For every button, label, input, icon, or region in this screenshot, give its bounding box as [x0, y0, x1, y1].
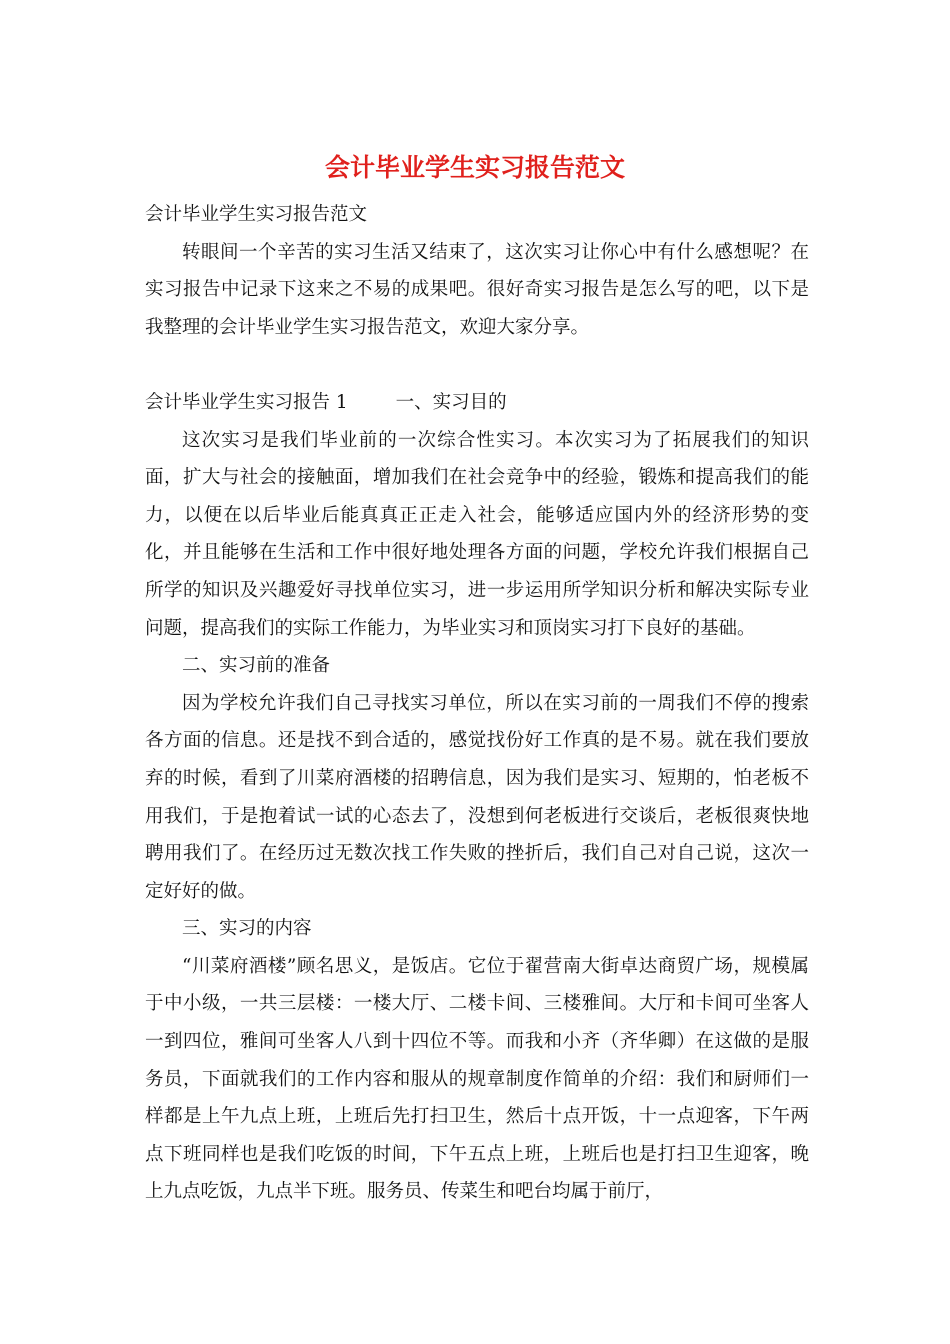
section2-paragraph: 因为学校允许我们自己寻找实习单位，所以在实习前的一周我们不停的搜索各方面的信息。还是找不到合适的，感觉找份好工作真的是不易。就在我们要放弃的时候，看到了川菜府酒楼的招聘信息，因为我们是实习、短期的，怕老板不用我们，于是抱着试一试的心态去了，没想到何老板进行交谈后，老板很爽快地聘用我们了。在经历过无数次找工作失败的挫折后，我们自己对自己说，这次一定好好的做。: [145, 692, 809, 902]
section1-paragraph: 这次实习是我们毕业前的一次综合性实习。本次实习为了拓展我们的知识面，扩大与社会的接触面，增加我们在社会竞争中的经验，锻炼和提高我们的能力，以便在以后毕业后能真真正正走入社会，能够适应国内外的经济形势的变化，并且能够在生活和工作中很好地处理各方面的问题，学校允许我们根据自己所学的知识及兴趣爱好寻找单位实习，进一步运用所学知识分析和解决实际专业问题，提高我们的实际工作能力，为毕业实习和顶岗实习打下良好的基础。: [145, 429, 809, 639]
subtitle: 会计毕业学生实习报告范文: [145, 204, 368, 225]
section2-heading: 二、实习前的准备: [182, 655, 331, 677]
section1-heading: 一、实习目的: [395, 391, 507, 413]
report-heading-row: [145, 384, 809, 422]
section3-heading: 三、实习的内容: [182, 918, 312, 940]
document-body: [145, 196, 809, 1211]
intro-paragraph: 转眼间一个辛苦的实习生活又结束了，这次实习让你心中有什么感想呢？在实习报告中记录下这来之不易的成果吧。很好奇实习报告是怎么写的吧，以下是我整理的会计毕业学生实习报告范文，欢迎大家分享。: [145, 241, 809, 338]
report-heading: 会计毕业学生实习报告 1: [145, 391, 348, 413]
paragraph-spacer: [145, 346, 809, 384]
section3-paragraph: “川菜府酒楼”顾名思义，是饭店。它位于翟营南大街卓达商贸广场，规模属于中小级，一共三层楼：一楼大厅、二楼卡间、三楼雅间。大厅和卡间可坐客人一到四位，雅间可坐客人八到十四位不等。而我和小齐（齐华卿）在这做的是服务员，下面就我们的工作内容和服从的规章制度作简单的介绍：我们和厨师们一样都是上午九点上班，上班后先打扫卫生，然后十点开饭，十一点迎客，下午两点下班同样也是我们吃饭的时间，下午五点上班，上班后也是打扫卫生迎客，晚上九点吃饭，九点半下班。服务员、传菜生和吧台均属于前厅，: [145, 955, 809, 1203]
document-title: 会计毕业学生实习报告范文: [324, 153, 625, 182]
